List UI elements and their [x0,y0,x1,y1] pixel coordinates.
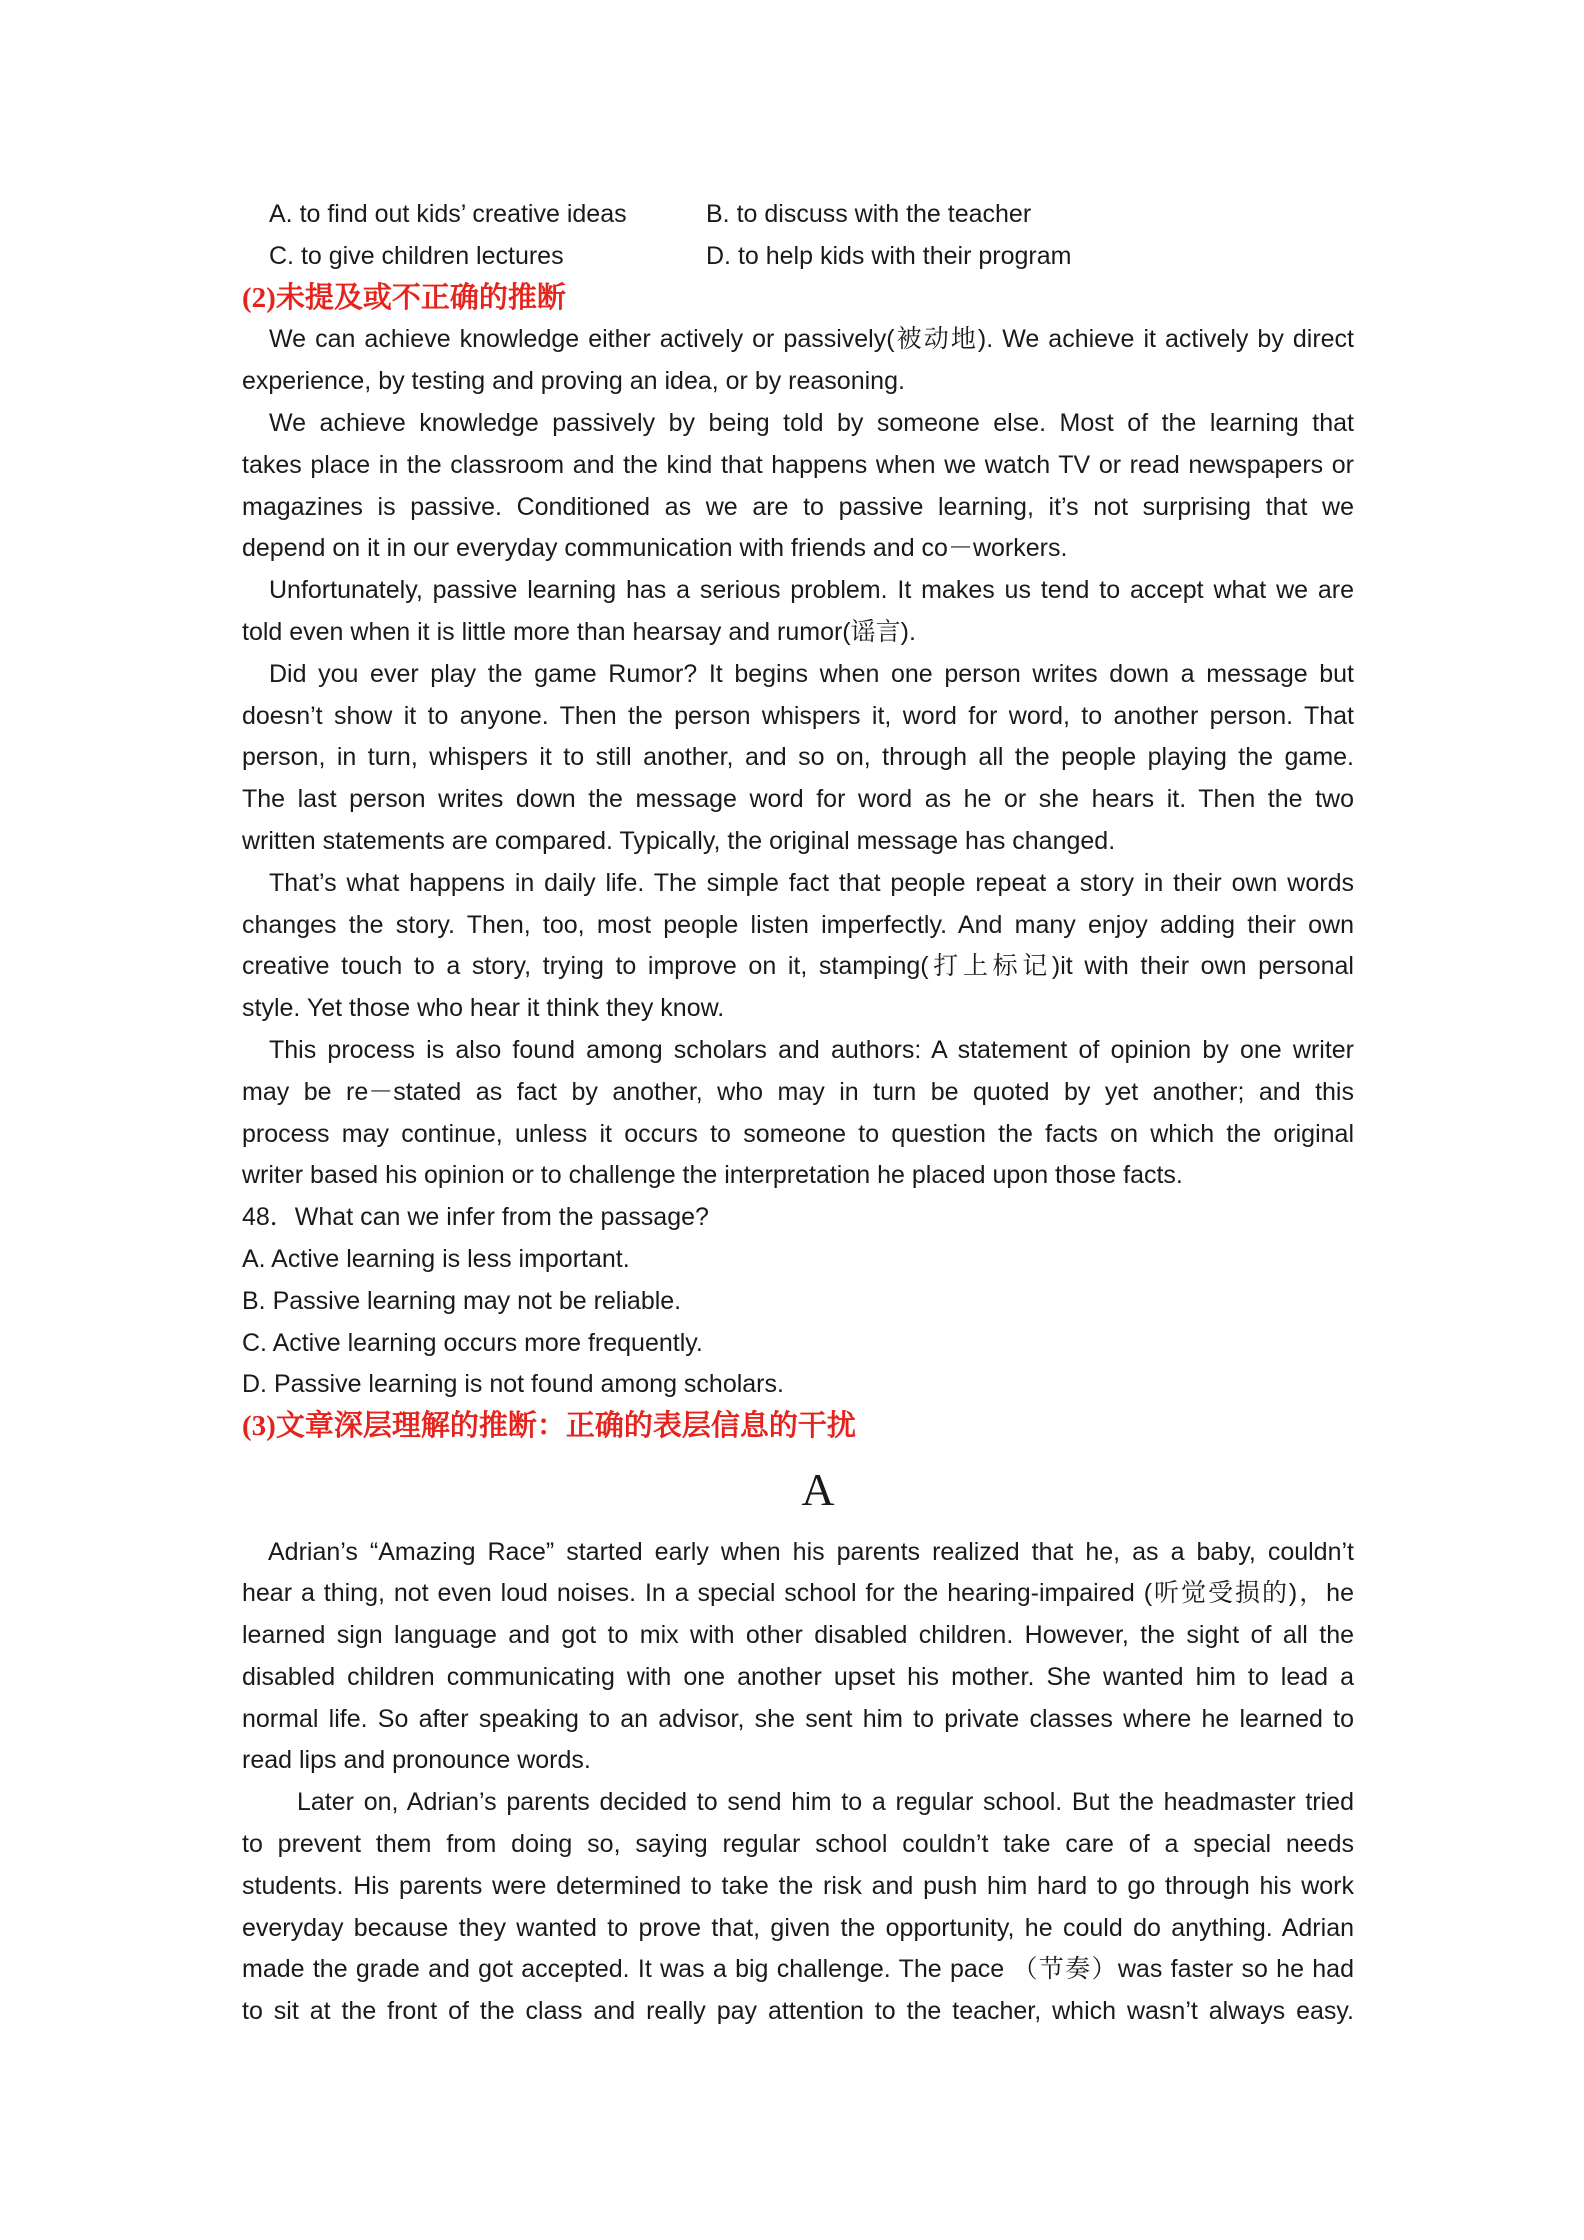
document-body [242,194,1354,2033]
paragraph-line: We achieve knowledge passively by being told by someone else. Most of the learning that [269,408,1354,437]
paragraph-line: style. Yet those who hear it think they know. [242,994,725,1023]
paragraph-line: magazines is passive. Conditioned as we are to passive learning, it’s not surprising that we [242,492,1354,521]
paragraph-line: may be re－stated as fact by another, who may in turn be quoted by yet another; and this [242,1077,1354,1106]
passage-paragraph [242,319,1354,403]
previous-question-options [242,194,1354,278]
paragraph-line: everyday because they wanted to prove that, given the opportunity, he could do anything. Adrian [242,1913,1354,1942]
paragraph-line: Adrian’s “Amazing Race” started early when his parents realized that he, as a baby, couldn’t [268,1537,1354,1566]
option-d: D. to help kids with their program [706,241,1072,270]
paragraph-line: The last person writes down the message word for word as he or she hears it. Then the two [242,785,1354,814]
paragraph-line: depend on it in our everyday communication with friends and co－workers. [242,534,1068,563]
paragraph-line: to sit at the front of the class and really pay attention to the teacher, which wasn’t always easy. [242,1997,1354,2026]
paragraph-line: to prevent them from doing so, saying regular school couldn’t take care of a special needs [242,1830,1354,1859]
question-48-option-b: B. Passive learning may not be reliable. [242,1286,682,1315]
question-48-option-a: A. Active learning is less important. [242,1244,630,1273]
option-c: C. to give children lectures [269,241,564,270]
paragraph-line: Did you ever play the game Rumor? It begins when one person writes down a message but [269,659,1354,688]
paragraph-line: disabled children communicating with one another upset his mother. She wanted him to lead a [242,1662,1354,1691]
passage-paragraph [242,1030,1354,1197]
paragraph-line: learned sign language and got to mix with other disabled children. However, the sight of all the [242,1621,1354,1650]
passage-paragraph [242,403,1354,570]
paragraph-line: writer based his opinion or to challenge the interpretation he placed upon those facts. [242,1161,1183,1190]
passage-paragraph [242,654,1354,863]
passage-paragraph [242,1782,1354,2033]
section-2-heading: (2)未提及或不正确的推断 [242,281,566,314]
paragraph-line: That’s what happens in daily life. The simple fact that people repeat a story in their own words [269,868,1354,897]
question-48-option-c: C. Active learning occurs more frequently. [242,1328,703,1357]
paragraph-line: hear a thing, not even loud noises. In a special school for the hearing-impaired (听觉受损的)，he [242,1579,1354,1608]
paragraph-line: We can achieve knowledge either actively or passively(被动地). We achieve it actively by direct [269,325,1354,354]
paragraph-line: written statements are compared. Typically, the original message has changed. [242,826,1116,855]
paragraph-line: made the grade and got accepted. It was a big challenge. The pace （节奏）was faster so he had [242,1955,1354,1984]
paragraph-line: This process is also found among scholars and authors: A statement of opinion by one writer [269,1035,1354,1064]
paragraph-line: students. His parents were determined to take the risk and push him hard to go through his work [242,1871,1354,1900]
paragraph-line: changes the story. Then, too, most people listen imperfectly. And many enjoy adding their own [242,910,1354,939]
paragraph-line: process may continue, unless it occurs to someone to question the facts on which the original [242,1119,1354,1148]
option-b: B. to discuss with the teacher [706,200,1032,228]
question-48-option-d: D. Passive learning is not found among scholars. [242,1370,784,1399]
paragraph-line: person, in turn, whispers it to still another, and so on, through all the people playing the game. [242,743,1354,772]
passage-paragraph [242,570,1354,654]
paragraph-line: Unfortunately, passive learning has a serious problem. It makes us tend to accept what we are [269,576,1354,605]
paragraph-line: doesn’t show it to anyone. Then the person whispers it, word for word, to another person. That [242,701,1354,730]
section-3-heading: (3)文章深层理解的推断：正确的表层信息的干扰 [242,1410,856,1443]
passage-label: A [801,1463,835,1515]
passage-paragraph [242,863,1354,1030]
paragraph-line: told even when it is little more than hearsay and rumor(谣言). [242,617,916,646]
option-a: A. to find out kids’ creative ideas [269,200,627,228]
paragraph-line: creative touch to a story, trying to improve on it, stamping(打上标记)it with their own personal [242,952,1354,981]
paragraph-line: normal life. So after speaking to an advisor, she sent him to private classes where he learned to [242,1704,1354,1733]
question-48-stem: 48．What can we infer from the passage? [242,1203,709,1232]
paragraph-line: Later on, Adrian’s parents decided to send him to a regular school. But the headmaster tried [297,1788,1354,1817]
paragraph-line: experience, by testing and proving an idea, or by reasoning. [242,367,905,396]
paragraph-line: read lips and pronounce words. [242,1746,591,1775]
paragraph-line: takes place in the classroom and the kind that happens when we watch TV or read newspapers or [242,450,1354,479]
passage-paragraph [242,1532,1354,1783]
